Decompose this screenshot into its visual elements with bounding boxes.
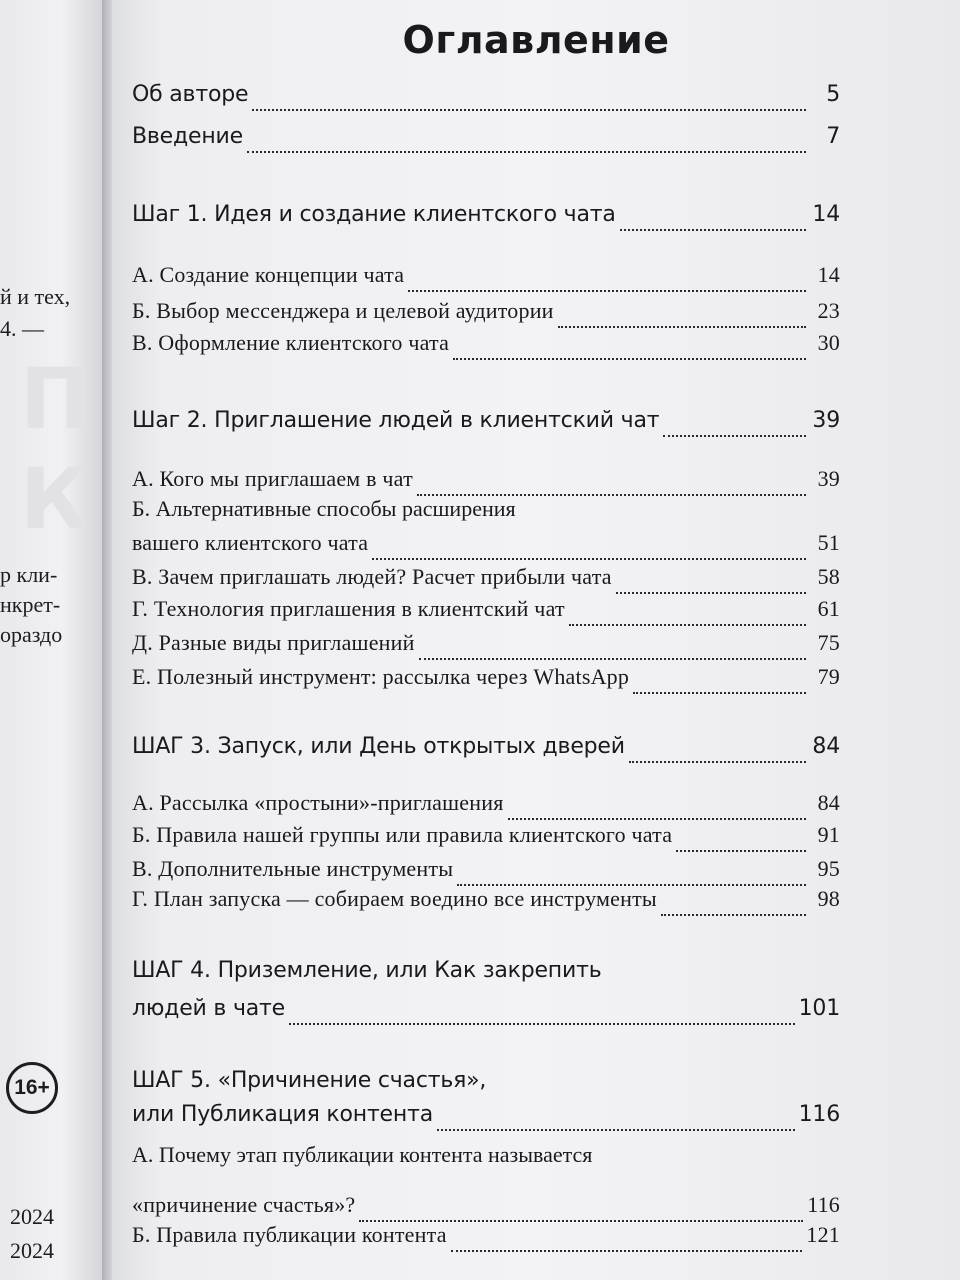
dot-leader <box>508 818 806 820</box>
toc-entry-page: 5 <box>826 82 840 107</box>
year-text: 2024 <box>10 1238 54 1263</box>
toc-entry-page: 116 <box>798 1102 840 1127</box>
toc-entry-page: 51 <box>817 530 840 555</box>
toc-page <box>112 0 960 1280</box>
toc-entry <box>132 1192 840 1226</box>
left-page-line: 4. — <box>0 316 44 341</box>
toc-entry-label: ШАГ 3. Запуск, или День открытых дверей <box>132 734 625 759</box>
toc-entry-label: А. Создание концепции чата <box>132 262 405 287</box>
toc-entry-label: А. Рассылка «простыни»-приглашения <box>132 790 504 815</box>
dot-leader <box>247 151 806 153</box>
toc-entry-page: 58 <box>817 564 840 589</box>
toc-entry-page: 75 <box>817 630 840 655</box>
toc-entry-page: 30 <box>817 330 840 355</box>
dot-leader <box>372 558 806 560</box>
toc-chapter <box>132 734 840 768</box>
toc-entry-page: 121 <box>806 1222 840 1247</box>
toc-entry-label: Б. Правила публикации контента <box>132 1222 447 1247</box>
toc-entry-page: 101 <box>798 996 840 1021</box>
year-text: 2024 <box>10 1204 54 1229</box>
age-rating-badge: 16+ <box>6 1062 58 1114</box>
toc-entry <box>132 856 840 890</box>
toc-entry-page: 14 <box>817 262 840 287</box>
toc-entry-page: 14 <box>812 202 840 227</box>
toc-entry <box>132 664 840 698</box>
left-page-line: ораздо <box>0 622 63 647</box>
toc-entry-page: 23 <box>817 298 840 323</box>
toc-entry-first-line: А. Почему этап публикации контента называется <box>132 1142 593 1167</box>
dot-leader <box>408 290 806 292</box>
toc-entry-label: Е. Полезный инструмент: рассылка через WhatsApp <box>132 664 630 689</box>
toc-entry <box>132 596 840 630</box>
toc-entry <box>132 330 840 364</box>
toc-entry <box>132 822 840 856</box>
dot-leader <box>629 761 806 763</box>
toc-entry-label: Б. Выбор мессенджера и целевой аудитории <box>132 298 554 323</box>
toc-chapter-first-line: ШАГ 5. «Причинение счастья», <box>132 1068 487 1093</box>
toc-entry-page: 84 <box>817 790 840 815</box>
toc-entry-page: 98 <box>817 886 840 911</box>
toc-entry <box>132 466 840 500</box>
dot-leader <box>558 326 806 328</box>
toc-entry-label: Г. План запуска — собираем воедино все инструменты <box>132 886 657 911</box>
dot-leader <box>252 109 806 111</box>
toc-entry <box>132 1222 840 1256</box>
book-gutter <box>102 0 112 1280</box>
toc-entry-page: 79 <box>817 664 840 689</box>
dot-leader <box>437 1129 795 1131</box>
dot-leader <box>453 358 806 360</box>
left-page <box>0 0 102 1280</box>
toc-entry-label: Об авторе <box>132 82 249 107</box>
left-page-line: р кли- <box>0 562 58 587</box>
left-page-line: й и тех, <box>0 284 71 309</box>
toc-entry <box>132 530 840 564</box>
left-page-line: нкрет- <box>0 592 61 617</box>
toc-entry-label: людей в чате <box>132 996 286 1021</box>
dot-leader <box>633 692 806 694</box>
toc-title: Оглавление <box>402 18 670 62</box>
ghost-glyph: П <box>20 350 91 448</box>
toc-chapter <box>132 1102 840 1136</box>
toc-entry-page: 39 <box>817 466 840 491</box>
toc-entry-page: 7 <box>826 124 840 149</box>
dot-leader <box>620 229 806 231</box>
toc-entry-label: В. Зачем приглашать людей? Расчет прибыли чата <box>132 564 612 589</box>
dot-leader <box>451 1250 803 1252</box>
toc-entry <box>132 630 840 664</box>
dot-leader <box>289 1023 795 1025</box>
toc-entry-label: вашего клиентского чата <box>132 530 369 555</box>
toc-entry <box>132 262 840 296</box>
dot-leader <box>661 914 806 916</box>
toc-entry <box>132 82 840 116</box>
toc-chapter <box>132 202 840 236</box>
dot-leader <box>569 624 806 626</box>
toc-entry <box>132 124 840 158</box>
dot-leader <box>419 658 806 660</box>
dot-leader <box>616 592 806 594</box>
toc-entry-label: Б. Правила нашей группы или правила клиентского чата <box>132 822 673 847</box>
toc-entry-label: «причинение счастья»? <box>132 1192 356 1217</box>
dot-leader <box>676 850 806 852</box>
toc-entry-label: А. Кого мы приглашаем в чат <box>132 466 413 491</box>
toc-entry-page: 95 <box>817 856 840 881</box>
toc-entry-label: Г. Технология приглашения в клиентский чат <box>132 596 565 621</box>
toc-entry-page: 61 <box>817 596 840 621</box>
toc-chapter <box>132 996 840 1030</box>
toc-entry-label: Введение <box>132 124 243 149</box>
toc-entry-label: или Публикация контента <box>132 1102 433 1127</box>
toc-entry-page: 116 <box>807 1192 840 1217</box>
toc-entry-page: 91 <box>817 822 840 847</box>
dot-leader <box>663 435 806 437</box>
toc-chapter-first-line: ШАГ 4. Приземление, или Как закрепить <box>132 958 602 983</box>
toc-entry <box>132 564 840 598</box>
toc-entry-first-line: Б. Альтернативные способы расширения <box>132 496 516 521</box>
toc-entry-label: Шаг 2. Приглашение людей в клиентский чат <box>132 408 660 433</box>
toc-entry-page: 84 <box>812 734 840 759</box>
toc-entry-page: 39 <box>812 408 840 433</box>
toc-entry <box>132 886 840 920</box>
toc-entry <box>132 298 840 332</box>
ghost-glyph: К <box>20 450 89 548</box>
toc-entry-label: Шаг 1. Идея и создание клиентского чата <box>132 202 616 227</box>
toc-entry <box>132 790 840 824</box>
toc-entry-label: В. Оформление клиентского чата <box>132 330 450 355</box>
toc-entry-label: В. Дополнительные инструменты <box>132 856 454 881</box>
toc-chapter <box>132 408 840 442</box>
toc-entry-label: Д. Разные виды приглашений <box>132 630 415 655</box>
